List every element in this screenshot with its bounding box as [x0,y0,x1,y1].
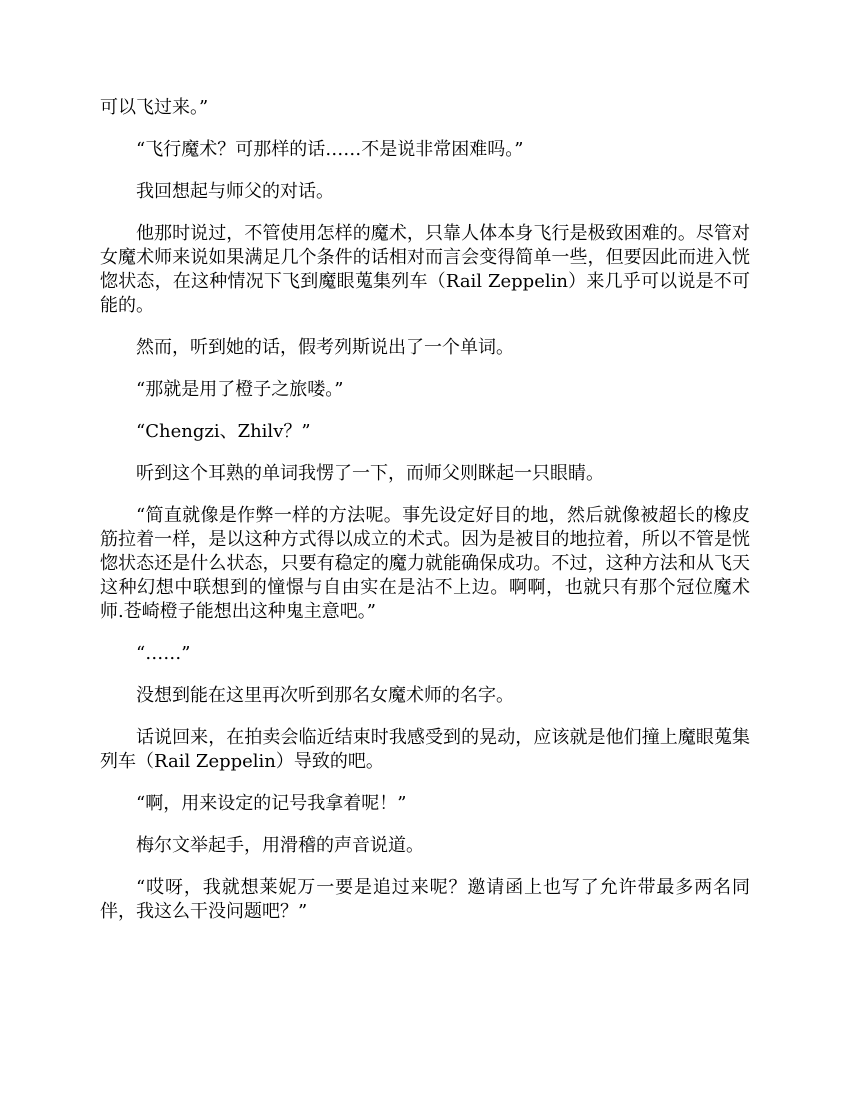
paragraph: “哎呀，我就想莱妮万一要是追过来呢？邀请函上也写了允许带最多两名同伴，我这么干没问题吧？” [100,877,750,922]
paragraph: 话说回来，在拍卖会临近结束时我感受到的晃动，应该就是他们撞上魔眼蒐集列车（Rail Zeppelin）导致的吧。 [100,727,750,772]
paragraph: “啊，用来设定的记号我拿着呢！” [136,793,407,814]
paragraph: “Chengzi、Zhilv？” [136,421,311,442]
paragraph: 没想到能在这里再次听到那名女魔术师的名字。 [136,685,514,706]
paragraph: 听到这个耳熟的单词我愣了一下，而师父则眯起一只眼睛。 [136,463,604,484]
paragraph: “那就是用了橙子之旅喽。” [136,379,344,400]
paragraph: 然而，听到她的话，假考列斯说出了一个单词。 [136,337,514,358]
paragraph: 可以飞过来。” [100,97,209,118]
paragraph: 梅尔文举起手，用滑稽的声音说道。 [136,835,424,856]
paragraph: “飞行魔术？可那样的话……不是说非常困难吗。” [136,139,524,160]
paragraph: “简直就像是作弊一样的方法呢。事先设定好目的地，然后就像被超长的橡皮筋拉着一样，是以这种方式得以成立的术式。因为是被目的地拉着，所以不管是恍惚状态还是什么状态，只要有稳定的魔力就能确保成功。不过，这种方法和从飞天这种幻想中联想到的憧憬与自由实在是沾不上边。啊啊，也就只有那个冠位魔术师.苍崎橙子能想出这种鬼主意吧。” [100,505,750,622]
paragraph: 他那时说过，不管使用怎样的魔术，只靠人体本身飞行是极致困难的。尽管对女魔术师来说如果满足几个条件的话相对而言会变得简单一些，但要因此而进入恍惚状态，在这种情况下飞到魔眼蒐集列车（Rail Zeppelin）来几乎可以说是不可能的。 [100,223,750,316]
paragraph: 我回想起与师父的对话。 [136,181,334,202]
document-body [100,96,750,942]
paragraph: “……” [136,643,191,664]
